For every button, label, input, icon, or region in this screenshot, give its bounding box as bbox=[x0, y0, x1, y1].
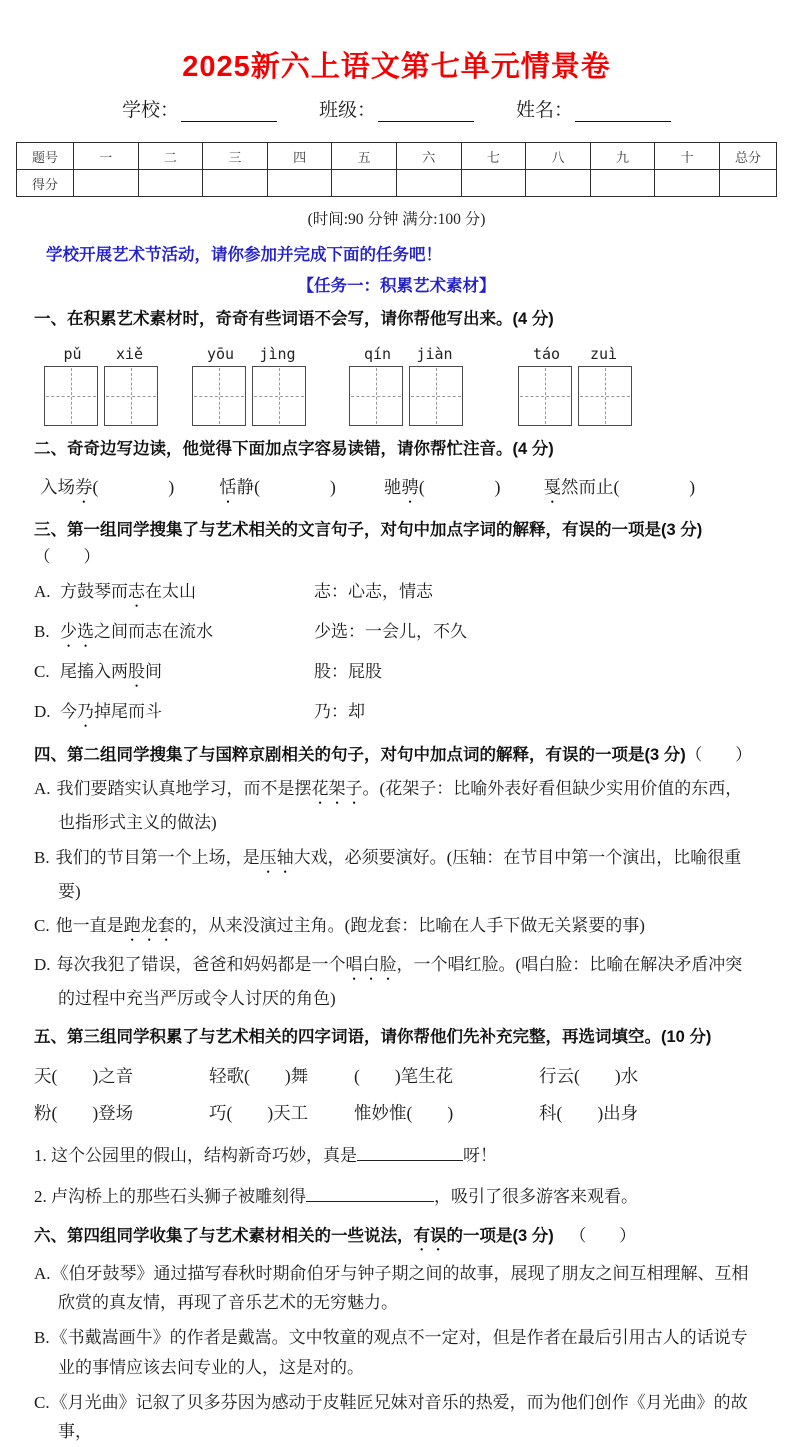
option-explanation: 少选：一会儿，不久 bbox=[314, 622, 467, 642]
score-table-cell: 五 bbox=[332, 143, 397, 170]
option-label: A. bbox=[34, 778, 51, 798]
pinyin-syllable: xiě bbox=[115, 344, 144, 363]
character-writing-box bbox=[349, 366, 403, 426]
score-table-score-row bbox=[17, 170, 777, 197]
option-text: 他一直是跑龙套的，从来没演过主角。(跑龙套：比喻在人手下做无关紧要的事) bbox=[55, 916, 645, 936]
class-field bbox=[319, 95, 474, 122]
answer-paren: ( ) bbox=[51, 1102, 99, 1123]
annotation-item bbox=[384, 470, 501, 507]
idiom-item: 轻歌( )舞 bbox=[209, 1065, 309, 1086]
question-5-heading: 五、第三组同学积累了与艺术相关的四字词语，请你帮他们先补充完整，再选词填空。(10 分) bbox=[34, 1028, 712, 1047]
annotation-word: 驰骋 bbox=[383, 477, 419, 498]
question-1-heading: 一、在积累艺术素材时，奇奇有些词语不会写，请你帮他写出来。(4 分) bbox=[34, 310, 554, 328]
question-4-heading bbox=[34, 742, 759, 769]
score-empty-cell bbox=[655, 170, 720, 197]
option-row bbox=[34, 576, 759, 611]
pinyin-syllable: qín bbox=[363, 344, 392, 363]
character-writing-box bbox=[518, 366, 572, 426]
score-empty-cell bbox=[526, 170, 591, 197]
score-table-header-row bbox=[17, 143, 777, 170]
idiom-item: ( )笔生花 bbox=[354, 1065, 454, 1086]
question-3-heading-text: 三、第一组同学搜集了与艺术相关的文言句子，对句中加点字词的解释，有误的一项是(3 分) bbox=[34, 521, 703, 540]
score-table-cell: 十 bbox=[655, 143, 720, 170]
score-empty-cell bbox=[203, 170, 268, 197]
pinyin-group bbox=[518, 345, 632, 426]
score-empty-cell bbox=[720, 170, 777, 197]
character-writing-box bbox=[104, 366, 158, 426]
option-label: B. bbox=[34, 622, 50, 642]
score-table-cell: 总分 bbox=[720, 143, 777, 170]
option-label: A. bbox=[34, 1263, 51, 1283]
pinyin-writing-row bbox=[34, 345, 759, 426]
class-label: 班级： bbox=[318, 100, 376, 121]
school-blank-line bbox=[181, 101, 277, 122]
question-3-heading bbox=[34, 518, 759, 570]
pinyin-labels bbox=[349, 345, 463, 363]
exam-time-score-info: (时间:90 分钟 满分:100 分) bbox=[307, 211, 486, 228]
option-phrase: 今乃掉尾而斗 bbox=[60, 702, 162, 722]
option-paragraph bbox=[34, 774, 759, 838]
option-label: D. bbox=[34, 955, 51, 975]
option-paragraph bbox=[34, 1388, 759, 1447]
option-paragraph bbox=[34, 950, 759, 1014]
character-writing-box bbox=[44, 366, 98, 426]
writing-boxes bbox=[349, 366, 463, 426]
question-6-heading bbox=[34, 1223, 759, 1254]
option-text: 每次我犯了错误，爸爸和妈妈都是一个唱白脸，一个唱红脸。(唱白脸：比喻在解决矛盾冲突的过程中充当严厉或令人讨厌的角色) bbox=[56, 955, 743, 1009]
question-4-heading-text: 四、第二组同学搜集了与国粹京剧相关的句子，对句中加点词的解释，有误的一项是(3 分) bbox=[34, 746, 686, 765]
option-label: B. bbox=[34, 847, 50, 867]
option-text: 《书戴嵩画牛》的作者是戴嵩。文中牧童的观点不一定对，但是作者在最后引用古人的话说专业的事情应该去问专业的人，这是对的。 bbox=[50, 1328, 748, 1377]
pinyin-labels bbox=[44, 345, 158, 363]
character-writing-box bbox=[192, 366, 246, 426]
option-explanation: 股：屁股 bbox=[314, 662, 382, 682]
answer-paren: ( ) bbox=[406, 1102, 454, 1123]
option-paragraph bbox=[34, 911, 759, 945]
fill-in-sentence: 1. 这个公园里的假山，结构新奇巧妙，真是 呀！ bbox=[34, 1141, 759, 1166]
question-2-heading: 二、奇奇边写边读，他觉得下面加点字容易读错，请你帮忙注音。(4 分) bbox=[34, 439, 554, 458]
option-paragraph bbox=[34, 1259, 759, 1319]
fill-blank-line bbox=[357, 1143, 463, 1161]
score-table-cell: 二 bbox=[138, 143, 203, 170]
pinyin-group bbox=[44, 345, 158, 426]
option-label: D. bbox=[34, 702, 51, 722]
answer-paren: ( ) bbox=[613, 477, 696, 498]
score-empty-cell bbox=[396, 170, 461, 197]
score-table-cell: 一 bbox=[74, 143, 139, 170]
name-field bbox=[516, 95, 671, 122]
score-table-cell: 题号 bbox=[17, 143, 74, 170]
question-6-heading-text: 六、第四组同学收集了与艺术素材相关的一些说法，有误的一项是(3 分) bbox=[34, 1226, 554, 1245]
option-row bbox=[34, 696, 759, 731]
student-info-row bbox=[0, 95, 793, 122]
idiom-item: 惟妙惟( ) bbox=[354, 1102, 454, 1123]
writing-boxes bbox=[518, 366, 632, 426]
option-label: B. bbox=[34, 1328, 50, 1348]
score-table-cell: 七 bbox=[461, 143, 526, 170]
option-paragraph bbox=[34, 843, 759, 907]
pinyin-group bbox=[349, 345, 463, 426]
option-explanation: 志：心志，情志 bbox=[314, 582, 433, 602]
option-paragraph bbox=[34, 1323, 759, 1383]
idiom-item: 巧( )天工 bbox=[209, 1102, 309, 1123]
annotation-item bbox=[219, 470, 336, 507]
answer-paren: （ ） bbox=[34, 546, 100, 566]
score-empty-cell bbox=[461, 170, 526, 197]
option-row bbox=[34, 616, 759, 651]
answer-paren: ( ) bbox=[354, 1065, 401, 1086]
score-empty-cell bbox=[332, 170, 397, 197]
idiom-item: 粉( )登场 bbox=[34, 1102, 134, 1123]
score-table-cell: 三 bbox=[203, 143, 268, 170]
name-label: 姓名： bbox=[516, 100, 574, 121]
option-text: 我们要踏实认真地学习，而不是摆花架子。(花架子：比喻外表好看但缺少实用价值的东西，也指形式主义的做法) bbox=[56, 778, 743, 832]
option-phrase: 尾搐入两股间 bbox=[60, 662, 162, 682]
answer-paren: ( ) bbox=[92, 477, 175, 498]
option-text: 《月光曲》记叙了贝多芬因为感动于皮鞋匠兄妹对音乐的热爱，而为他们创作《月光曲》的故事， bbox=[50, 1392, 748, 1442]
idiom-item: 天( )之音 bbox=[34, 1065, 134, 1086]
annotation-row bbox=[34, 470, 759, 507]
option-label: C. bbox=[34, 1392, 50, 1412]
answer-paren: ( ) bbox=[226, 1102, 274, 1123]
annotation-item bbox=[543, 470, 695, 507]
score-table bbox=[16, 142, 777, 197]
answer-paren: ( ) bbox=[418, 477, 501, 498]
school-label: 学校： bbox=[121, 100, 179, 121]
pinyin-syllable: pǔ bbox=[63, 344, 82, 363]
character-writing-box bbox=[578, 366, 632, 426]
option-text: 我们的节目第一个上场，是压轴大戏，必须要演好。(压轴：在节目中第一个演出，比喻很重要) bbox=[55, 847, 742, 901]
pinyin-syllable: jiàn bbox=[416, 344, 453, 363]
writing-boxes bbox=[44, 366, 158, 426]
option-label: C. bbox=[34, 662, 50, 682]
character-writing-box bbox=[252, 366, 306, 426]
answer-paren: ( ) bbox=[51, 1065, 99, 1086]
idiom-row bbox=[34, 1063, 759, 1088]
option-phrase: 少选之间而志在流水 bbox=[60, 622, 213, 642]
pinyin-syllable: yōu bbox=[206, 344, 235, 363]
idiom-row bbox=[34, 1100, 759, 1125]
score-empty-cell bbox=[74, 170, 139, 197]
pinyin-labels bbox=[192, 345, 306, 363]
exam-paper-page bbox=[0, 44, 793, 1442]
pinyin-labels bbox=[518, 345, 632, 363]
option-label: A. bbox=[34, 582, 51, 602]
answer-paren: ( ) bbox=[556, 1102, 604, 1123]
task-one-banner: 【任务一：积累艺术素材】 bbox=[297, 277, 496, 295]
annotation-word: 恬静 bbox=[219, 477, 255, 498]
score-table-cell: 四 bbox=[267, 143, 332, 170]
option-label: C. bbox=[34, 916, 50, 936]
name-blank-line bbox=[575, 101, 671, 122]
class-blank-line bbox=[378, 101, 474, 122]
score-table-cell: 九 bbox=[590, 143, 655, 170]
fill-blank-line bbox=[306, 1184, 434, 1202]
score-empty-cell bbox=[267, 170, 332, 197]
character-writing-box bbox=[409, 366, 463, 426]
answer-paren: （ ） bbox=[685, 745, 752, 765]
annotation-word: 戛然而止 bbox=[543, 477, 614, 498]
annotation-item bbox=[40, 470, 174, 507]
score-empty-cell bbox=[590, 170, 655, 197]
idiom-item: 科( )出身 bbox=[539, 1102, 639, 1123]
pinyin-group bbox=[192, 345, 306, 426]
pinyin-syllable: táo bbox=[532, 344, 561, 363]
option-explanation: 乃：却 bbox=[314, 702, 365, 722]
score-table-cell: 六 bbox=[396, 143, 461, 170]
score-label-cell: 得分 bbox=[17, 170, 74, 197]
page-title: 2025新六上语文第七单元情景卷 bbox=[182, 51, 611, 83]
writing-boxes bbox=[192, 366, 306, 426]
fill-in-sentence: 2. 卢沟桥上的那些石头狮子被雕刻得 ，吸引了很多游客来观看。 bbox=[34, 1182, 759, 1207]
answer-paren: ( ) bbox=[574, 1065, 621, 1086]
pinyin-syllable: jìng bbox=[259, 344, 296, 363]
option-text: 《伯牙鼓琴》通过描写春秋时期俞伯牙与钟子期之间的故事，展现了朋友之间互相理解、互相欣赏的真友情，再现了音乐艺术的无穷魅力。 bbox=[51, 1263, 749, 1313]
answer-paren: ( ) bbox=[254, 477, 336, 498]
answer-paren: ( ) bbox=[244, 1065, 291, 1086]
score-empty-cell bbox=[138, 170, 203, 197]
annotation-word: 入场券 bbox=[40, 477, 93, 498]
option-row bbox=[34, 656, 759, 691]
answer-paren: （ ） bbox=[569, 1225, 636, 1245]
score-table-cell: 八 bbox=[526, 143, 591, 170]
scenario-intro: 学校开展艺术节活动，请你参加并完成下面的任务吧！ bbox=[46, 246, 442, 264]
idiom-item: 行云( )水 bbox=[539, 1065, 639, 1086]
school-field bbox=[122, 95, 277, 122]
question-3-options bbox=[34, 576, 759, 731]
option-phrase: 方鼓琴而志在太山 bbox=[60, 582, 196, 602]
pinyin-syllable: zuì bbox=[589, 344, 618, 363]
